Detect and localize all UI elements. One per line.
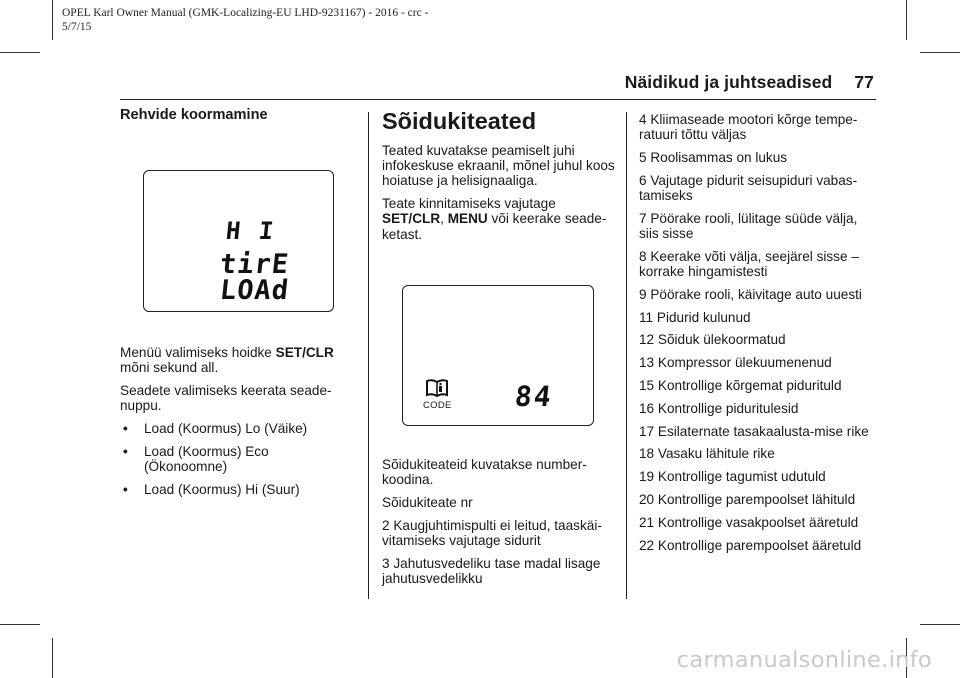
message-code-item: 20 Kontrollige parempoolset lähituld <box>639 491 856 507</box>
list-item-text: Load (Koormus) Eco (Ökonoomne) <box>144 443 269 474</box>
message-code-item: 11 Pidurid kulunud <box>639 309 751 325</box>
code-label: CODE <box>423 400 452 411</box>
text: mõni sekund all. <box>120 360 219 376</box>
section-heading-tire-load: Rehvide koormamine <box>120 107 268 123</box>
text: või keerake seade-ketast. <box>382 211 607 242</box>
paragraph: Seadete valimiseks keerata seade-nuppu. <box>120 383 332 414</box>
list-item <box>120 482 352 497</box>
message-code-item: 21 Kontrollige vasakpoolset ääretuld <box>639 514 859 530</box>
tire-load-display-illustration <box>143 170 334 312</box>
display-line-load: LOAd <box>218 275 291 306</box>
paragraph <box>120 345 352 375</box>
crop-mark <box>0 52 40 53</box>
column-divider <box>626 112 627 599</box>
column-2-text <box>382 457 618 594</box>
bullet-icon: • <box>123 421 128 436</box>
section-title: Näidikud ja juhtseadised <box>624 72 833 92</box>
message-code-item: 13 Kompressor ülekuumenenud <box>639 355 832 371</box>
manual-book-icon <box>425 378 449 398</box>
list-item-text: Load (Koormus) Lo (Väike) <box>144 421 308 436</box>
message-code-item: 5 Roolisammas on lukus <box>639 150 788 165</box>
print-meta-line2: 5/7/15 <box>62 21 92 33</box>
text: , <box>440 211 448 227</box>
message-code-item: 18 Vasaku lähitule rike <box>639 446 775 462</box>
paragraph: Sõidukiteateid kuvatakse number-koodina. <box>382 457 587 488</box>
message-code-display-illustration <box>402 285 594 426</box>
message-code-item: 12 Sõiduk ülekoormatud <box>639 332 786 348</box>
paragraph: 2 Kaugjuhtimispulti ei leitud, taaskäi-vitamiseks vajutage sidurit <box>382 517 602 548</box>
message-code-item: 15 Kontrollige kõrgemat pidurituld <box>639 377 842 393</box>
message-code-item: 8 Keerake võti välja, seejärel sisse – korrake hingamistesti <box>639 248 859 279</box>
message-code-item: 9 Pöörake rooli, käivitage auto uuesti <box>639 286 862 302</box>
text: Menüü valimiseks hoidke <box>120 345 276 360</box>
list-item <box>120 421 352 436</box>
watermark: carmanualsonline.info <box>676 647 932 673</box>
print-meta <box>62 6 502 34</box>
crop-mark <box>920 52 960 53</box>
display-line-hi: H I <box>224 217 277 245</box>
crop-mark <box>920 624 960 625</box>
column-1 <box>120 108 352 123</box>
message-code-item: 22 Kontrollige parempoolset ääretuld <box>639 537 862 553</box>
paragraph <box>382 196 618 242</box>
paragraph: Teated kuvatakse peamiselt juhi infokeskuse ekraanil, mõnel juhul koos hoiatuse ja helisignaaliga. <box>382 143 615 189</box>
text: Teate kinnitamiseks vajutage <box>382 196 556 212</box>
message-code-item: 7 Pöörake rooli, lülitage süüde välja, siis sisse <box>639 210 858 241</box>
message-code-item: 4 Kliimaseade mootori kõrge tempe-ratuuri tõttu väljas <box>639 112 858 143</box>
crop-mark <box>52 638 53 678</box>
message-code-item: 16 Kontrollige piduritulesid <box>639 400 799 416</box>
list-item <box>120 444 352 474</box>
page-number: 77 <box>854 72 874 92</box>
message-code-item: 19 Kontrollige tagumist udutuld <box>639 469 826 485</box>
print-meta-line1: OPEL Karl Owner Manual (GMK-Localizing-EU LHD-9231167) - 2016 - crc - <box>62 7 429 19</box>
crop-mark <box>52 0 53 40</box>
running-head <box>625 72 874 93</box>
message-code-value: 84 <box>513 380 555 413</box>
column-divider <box>368 112 369 599</box>
bullet-icon: • <box>123 443 128 459</box>
control-name: SET/CLR <box>382 211 441 227</box>
paragraph: Sõidukiteate nr <box>382 495 473 510</box>
list-item-text: Load (Koormus) Hi (Suur) <box>144 481 300 497</box>
display-line-tire: tirE <box>218 249 291 280</box>
bullet-icon: • <box>123 481 128 497</box>
header-rule <box>120 99 876 100</box>
control-name: SET/CLR <box>275 345 334 360</box>
section-title-vehicle-messages: Sõidukiteated <box>382 108 537 134</box>
message-code-item: 6 Vajutage pidurit seisupiduri vabas-tamiseks <box>639 172 858 203</box>
column-2 <box>382 108 618 249</box>
crop-mark <box>0 624 40 625</box>
paragraph: 3 Jahutusvedeliku tase madal lisage jahutusvedelikku <box>382 555 601 586</box>
message-code-item: 17 Esilaternate tasakaalusta-mise rike <box>639 423 869 439</box>
column-1-text <box>120 345 352 505</box>
crop-mark <box>906 0 907 40</box>
control-name: MENU <box>447 211 488 227</box>
column-3 <box>639 112 879 560</box>
